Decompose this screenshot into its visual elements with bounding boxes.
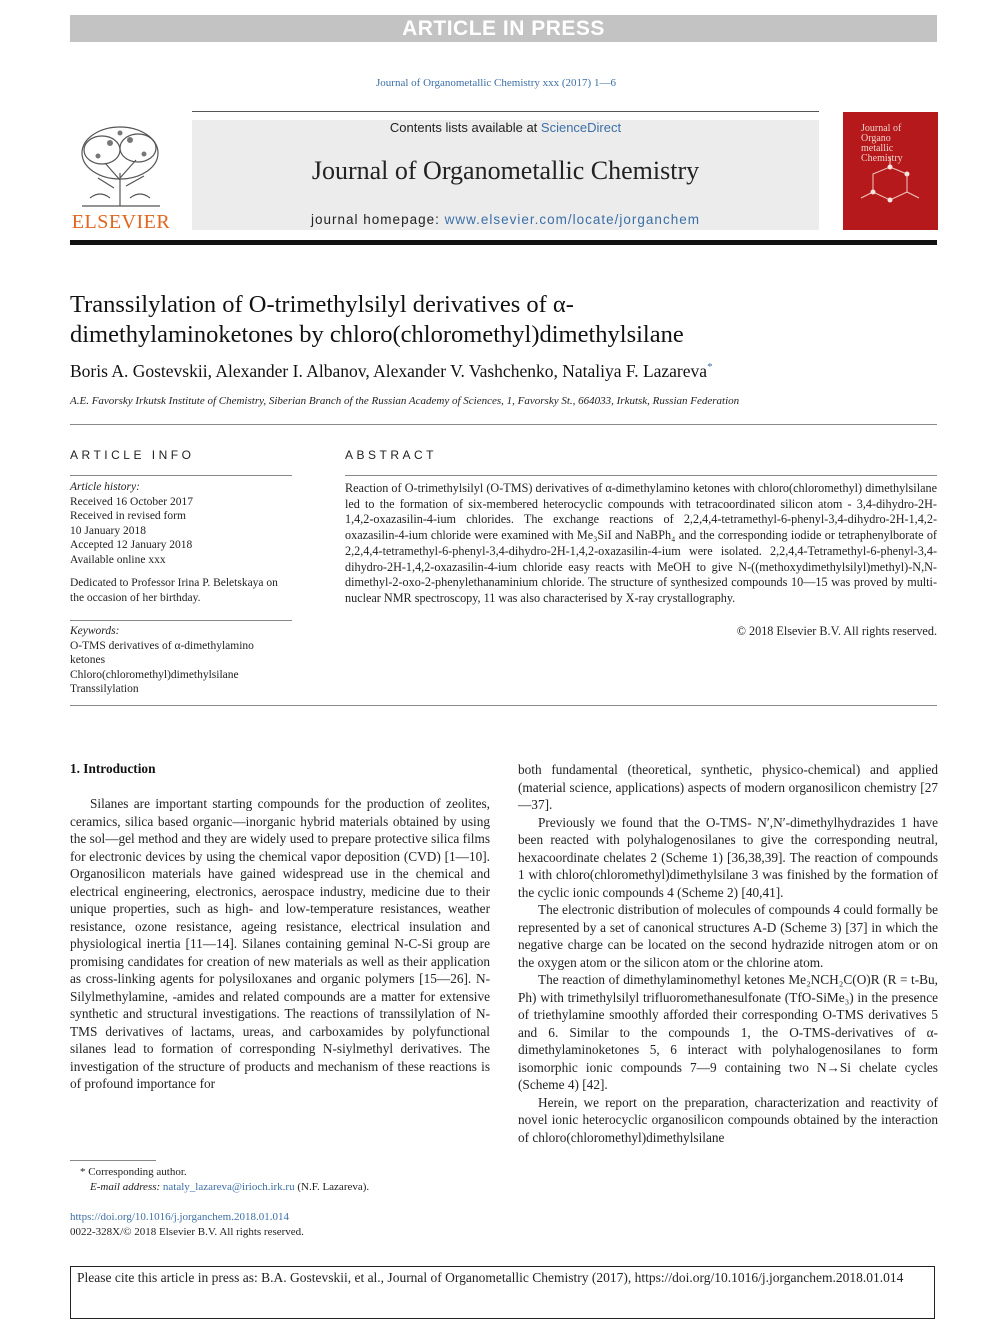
abstract-copyright: © 2018 Elsevier B.V. All rights reserved.	[736, 624, 937, 638]
cover-title: Journal of Organo metallic Chemistry	[861, 123, 903, 164]
keyword: ketones	[70, 654, 106, 666]
paragraph: both fundamental (theoretical, synthetic, physico-chemical) and applied (material science, applications) aspects of modern organosilicon chemistry [27—37].	[518, 762, 938, 812]
history-item: Received in revised form	[70, 510, 186, 522]
sciencedirect-link[interactable]: ScienceDirect	[540, 120, 622, 135]
abstract-text: Reaction of O-trimethylsilyl (O-TMS) derivatives of α-dimethylamino ketones with chloro(chloromethyl) dimethylsilane led to the formation of six-membered heterocyclic compounds with tetracoordinated silicon atom - 3,4-dihydro-2H-1,4,2-oxazasilin-4-ium chlorides. The exchange reactions of 2,2,4,4-tetramethyl-6-phenyl-3,4-dihydro-2H-1,4,2-oxazasilin-4-ium chloride were examined with Me₃SiI and NaBPh₄ and the corresponding iodide or tetraphenylborate of 2,2,4,4-tetramethyl-6-phenyl-3,4-dihydro-2H-1,4,2-oxazasilin-4-ium were isolated. 2,2,4,4-Tetramethyl-6-phenyl-3,4-dihydro-2H-1,4,2-oxazasilin-4-ium chloride easy reacts with MeOH to give N-((methoxydimethylsilyl)methyl)-N,N-dimethyl-2-oxo-2-phenylethanaminium chloride. The structure of synthesized compounds 10—15 was proved by multi-nuclear NMR spectroscopy, 11 was also characterised by X-ray crystallography.	[345, 481, 937, 605]
dedication: Dedicated to Professor Irina P. Beletskaya on the occasion of her birthday.	[70, 577, 278, 604]
section-heading-introduction: 1. Introduction	[70, 761, 156, 776]
body-left-column	[70, 795, 490, 1093]
body-right-column	[518, 761, 938, 1146]
journal-reference[interactable]: Journal of Organometallic Chemistry xxx (2017) 1—6	[376, 77, 616, 89]
keyword: O-TMS derivatives of α-dimethylamino	[70, 639, 254, 652]
keyword: Transsilylation	[70, 683, 139, 695]
journal-cover-thumbnail[interactable]	[843, 112, 938, 230]
keyword: Chloro(chloromethyl)dimethylsilane	[70, 668, 239, 681]
article-title: Transsilylation of O-trimethylsilyl derivatives of α- dimethylaminoketones by chloro(chloromethyl)dimethylsilane	[70, 291, 684, 348]
author-list: Boris A. Gostevskii, Alexander I. Albanov, Alexander V. Vashchenko, Nataliya F. Lazareva*	[70, 361, 713, 381]
masthead-top-rule	[192, 111, 819, 112]
article-info-heading: ARTICLE INFO	[70, 448, 195, 462]
corresponding-author-mark[interactable]: *	[707, 361, 713, 374]
contents-line: Contents lists available at ScienceDirect	[389, 120, 622, 135]
paragraph: Herein, we report on the preparation, characterization and reactivity of novel ionic heterocyclic organosilicon compounds obtained by the interaction of chloro(chloromethyl)dimethylsilane	[518, 1094, 938, 1145]
corresponding-note: * Corresponding author.	[80, 1166, 187, 1178]
keywords-rule	[70, 620, 292, 621]
doi-block	[70, 1210, 490, 1240]
journal-homepage: journal homepage: www.elsevier.com/locate/jorganchem	[311, 212, 700, 227]
paragraph: Previously we found that the O-TMS- N′,N′-dimethylhydrazides 1 have been reacted with polyhalogenosilanes to give the corresponding neutral, hexacoordinate chelates 2 (Scheme 1) [36,38,39]. The reaction of compounds 1 with chloro(chloromethyl)dimethylsilane 3 was finished by the formation of the cyclic ionic compounds 4 (Scheme 2) [40,41].	[518, 814, 938, 900]
email-link[interactable]: nataly_lazareva@irioch.irk.ru	[162, 1181, 295, 1193]
journal-title: Journal of Organometallic Chemistry	[311, 156, 700, 185]
homepage-link[interactable]: www.elsevier.com/locate/jorganchem	[444, 212, 700, 227]
history-item: Available online xxx	[70, 553, 166, 566]
elsevier-wordmark: ELSEVIER	[71, 211, 171, 233]
history-item: 10 January 2018	[70, 524, 147, 537]
divider-top	[70, 424, 937, 425]
cover-molecule-icon	[843, 112, 938, 230]
article-info-rule	[70, 475, 292, 476]
masthead-bottom-rule	[70, 240, 937, 245]
abstract-rule	[345, 475, 937, 476]
affiliation: A.E. Favorsky Irkutsk Institute of Chemistry, Siberian Branch of the Russian Academy of Sciences, 1, Favorsky St., 664033, Irkutsk, Russian Federation	[70, 395, 740, 407]
article-history: Article history: Received 16 October 2017 Received in revised form 10 January 2018 Accepted 12 January 2018 Available online xxx Dedicated to Professor Irina P. Beletskaya on the occasion of her birthday.	[70, 480, 292, 605]
history-item: Accepted 12 January 2018	[70, 539, 193, 551]
citation-box: Please cite this article in press as: B.A. Gostevskii, et al., Journal of Organometallic Chemistry (2017), https://doi.org/10.1016/j.jorganchem.2018.01.014	[70, 1266, 935, 1319]
keywords-block: Keywords: O-TMS derivatives of α-dimethylamino ketones Chloro(chloromethyl)dimethylsilane Transsilylation	[70, 624, 292, 697]
history-item: Received 16 October 2017	[70, 495, 193, 508]
doi-link[interactable]: https://doi.org/10.1016/j.jorganchem.2018.01.014	[70, 1211, 289, 1223]
paragraph: The reaction of dimethylaminomethyl ketones Me₂NCH₂C(O)R (R = t-Bu, Ph) with trimethylsilyl trifluoromethanesulfonate (TfO-SiMe₃) in the presence of triethylamine smoothly afforded their corresponding O-TMS derivatives 5 and 6. Similar to the compounds 1, the O-TMS-derivatives of α-dimethylaminoketones 5, 6 interact with polyhalogenosilanes to form isomorphic ionic compounds 7—9 containing two N→Si chelate cycles (Scheme 4) [42].	[518, 972, 938, 1092]
issn-line: 0022-328X/© 2018 Elsevier B.V. All rights reserved.	[70, 1226, 304, 1238]
article-in-press-banner: ARTICLE IN PRESS	[70, 15, 937, 42]
footnote-block	[70, 1165, 490, 1195]
email-line: E-mail address: nataly_lazareva@irioch.irk.ru (N.F. Lazareva).	[90, 1181, 370, 1193]
abstract-heading: ABSTRACT	[345, 448, 438, 462]
paragraph: The electronic distribution of molecules of compounds 4 could formally be represented by a set of canonical structures A-D (Scheme 3) [37] in which the negative charge can be located on the second hydrazide nitrogen atom or on the oxygen atom or the silicon atom or the chlorine atom.	[518, 902, 938, 970]
paragraph: Silanes are important starting compounds for the production of zeolites, ceramics, silica based organic—inorganic hybrid materials obtained by using the sol—gel method and they are widely used to prepare protective silica films for electronic devices by using the chemical vapor deposition (CVD) [1—10]. Organosilicon materials have gained widespread use in the chemical and electrical engineering, electronics, aerospace industry, medicine due to their unique properties, such as high- and low-temperature resistances, weather resistance, ozone resistance, ageing resistance, electrical insulation and physiological inertia [11—14]. Silanes containing geminal N-C-Si group are promising candidates for creation of new materials as well as their application as cross-linking agents for polysiloxanes and organic polymers [15—26]. N-Silylmethylamine, -amides and related compounds are a matter for extensive synthetic and structural investigations. The reactions of transsilylation of N-TMS derivatives of lactams, ureas, and carboxamides by polyfunctional silanes lead to formation of corresponding N-siylmethyl derivatives. The investigation of the structure of products and mechanism of these reactions is of profound importance for	[70, 796, 490, 1091]
divider-bottom	[70, 705, 937, 706]
elsevier-logo[interactable]	[70, 118, 172, 233]
footnote-rule	[70, 1160, 156, 1161]
